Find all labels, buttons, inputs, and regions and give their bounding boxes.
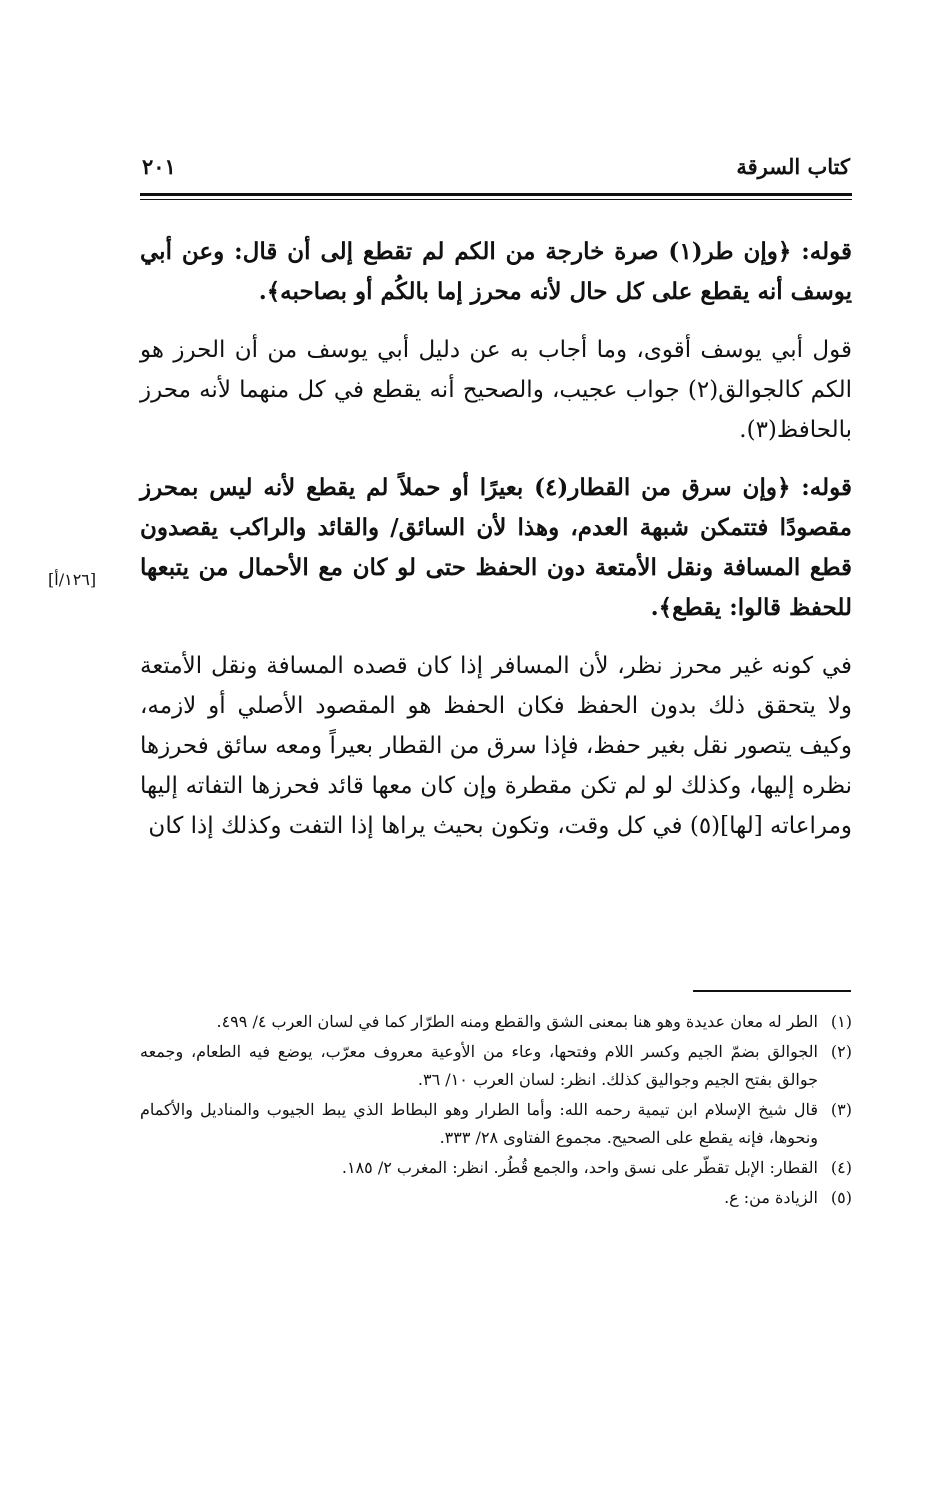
footnote-text: الزيادة من: ع. [724, 1188, 818, 1207]
header-rule-thin [140, 199, 852, 200]
header-rule-thick [140, 193, 852, 196]
footnote-number: (٢) [830, 1042, 852, 1061]
footnote [140, 1008, 852, 1036]
quoted-text-paragraph: قوله: ﴿وإن طر(١) صرة خارجة من الكم لم تقطع إلى أن قال: وعن أبي يوسف أنه يقطع على كل حال لأنه محرز إما بالكُم أو بصاحبه﴾. [140, 238, 852, 305]
footnote-number: (٣) [830, 1100, 852, 1119]
chapter-title: كتاب السرقة [736, 154, 850, 179]
footnote-number: (٤) [830, 1158, 852, 1177]
manuscript-folio-note: [١٢٦/أ] [48, 570, 97, 589]
footnote-text: القطار: الإبل تقطّر على نسق واحد، والجمع قُطُر. انظر: المغرب ٢/ ١٨٥. [341, 1158, 818, 1177]
footnote-number: (١) [830, 1012, 852, 1031]
footnote-text: الطر له معان عديدة وهو هنا بمعنى الشق والقطع ومنه الطرّار كما في لسان العرب ٤/ ٤٩٩. [216, 1012, 818, 1031]
footnote [140, 1154, 852, 1182]
page-number: ٢٠١ [142, 154, 176, 179]
footnote [140, 1096, 852, 1152]
main-text [140, 232, 852, 846]
footnote [140, 1038, 852, 1094]
footnote-text: قال شيخ الإسلام ابن تيمية رحمه الله: وأما الطرار وهو البطاط الذي يبط الجيوب والمناديل والأكمام ونحوها، فإنه يقطع على الصحيح. مجموع الفتاوى ٢٨/ ٣٣٣. [140, 1100, 818, 1147]
footnote-text: الجوالق بضمّ الجيم وكسر اللام وفتحها، وعاء من الأوعية معروف معرّب، يوضع فيه الطعام، وجمعه جوالق بفتح الجيم وجواليق كذلك. انظر: لسان العرب ١٠/ ٣٦. [140, 1042, 818, 1089]
footnote-number: (٥) [830, 1188, 852, 1207]
commentary-paragraph: في كونه غير محرز نظر، لأن المسافر إذا كان قصده المسافة ونقل الأمتعة ولا يتحقق ذلك بدون الحفظ فكان الحفظ هو المقصود الأصلي أو لازمه، وكيف يتصور نقل بغير حفظ، فإذا سرق من القطار بعيراً ومعه سائق فحرزها نظره إليها، وكذلك لو لم تكن مقطرة وإن كان معها قائد فحرزها التفاته إليها ومراعاته [لها](٥) في كل وقت، وتكون بحيث يراها إذا التفت وكذلك إذا كان [140, 653, 852, 839]
footnotes [140, 1008, 852, 1214]
running-header [140, 150, 850, 190]
footnote [140, 1184, 852, 1212]
commentary-paragraph: قول أبي يوسف أقوى، وما أجاب به عن دليل أبي يوسف من أن الحرز هو الكم كالجوالق(٢) جواب عجيب، والصحيح أنه يقطع في كل منهما لأنه محرز بالحافظ(٣). [140, 337, 853, 443]
footnote-separator [693, 990, 851, 992]
quoted-text-paragraph: قوله: ﴿وإن سرق من القطار(٤) بعيرًا أو حملاً لم يقطع لأنه ليس بمحرز مقصودًا فتتمكن شبهة العدم، وهذا لأن السائق/ والقائد والراكب يقصدون قطع المسافة ونقل الأمتعة دون الحفظ حتى لو كان مع الأحمال من يتبعها للحفظ قالوا: يقطع﴾. [140, 474, 852, 621]
